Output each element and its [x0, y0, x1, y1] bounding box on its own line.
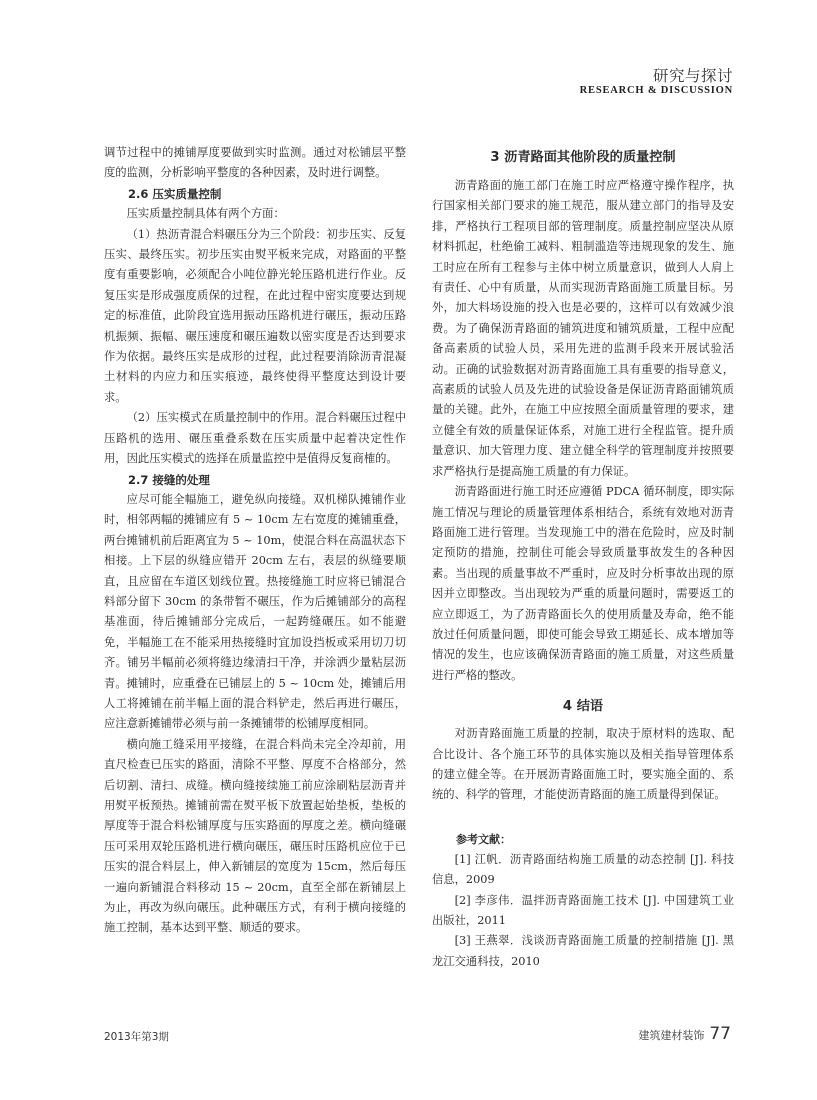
reference-item: [1] 江帆．沥青路面结构施工质量的动态控制 [J]. 科技信息，2009 — [432, 852, 734, 887]
magazine-name: 建筑建材装饰 — [638, 1029, 705, 1042]
issue-label: 2013年第3期 — [104, 1031, 169, 1043]
heading-3: 3 沥青路面其他阶段的质量控制 — [490, 150, 676, 165]
paragraph-2-6-2: （2）压实模式在质量控制中的作用。混合料碾压过程中压路机的选用、碾压重叠系数在压实质量中起着决定性作用，因此压实模式的选择在质量监控中是值得反复商榷的。 — [104, 411, 406, 466]
section-title-en: RESEARCH & DISCUSSION — [579, 85, 733, 96]
section-title-cn: 研究与探讨 — [652, 67, 733, 85]
heading-2-6: 2.6 压实质量控制 — [128, 186, 222, 201]
reference-item: [3] 王燕翠．浅谈沥青路面施工质量的控制措施 [J]. 黑龙江交通科技，2010 — [432, 934, 734, 968]
references-title: 参考文献： — [456, 832, 511, 846]
paragraph-4: 对沥青路面施工质量的控制，取决于原材料的选取、配合比设计、各个施工环节的具体实施以及相关指导管理体系的建立健全等。在开展沥青路面施工时，要实施全面的、系统的、科学的管理，才能使沥青路面的施工质量得到保证。 — [432, 727, 734, 802]
heading-4: 4 结语 — [562, 699, 604, 715]
right-column — [432, 143, 734, 972]
intro-paragraph: 调节过程中的摊铺厚度要做到实时监测。通过对松铺层平整度的监测，分析影响平整度的各种因素，及时进行调整。 — [104, 146, 406, 180]
paragraph-2-7-1: 应尽可能全幅施工，避免纵向接缝。双机梯队摊铺作业时，相邻两幅的摊铺应有 5 ~ 10cm 左右宽度的摊铺重叠，两台摊铺机前后距离宜为 5 ~ 10m，使混合料在高温状态下相接。上下层的纵缝应错开 20cm 左右，表层的纵缝要顺直，且应留在车道区划线位置。热接缝施工时应将已铺混合料部分留下 30cm 的条带暂不碾压，作为后摊铺部分的高程基准面，待后摊铺部分完成后，一起跨缝碾压。如不能避免，半幅施工在不能采用热接缝时宜加设挡板或采用切刀切齐。铺另半幅前必须将缝边缘清扫干净，并涂洒少量粘层沥青。摊铺时，应重叠在已铺层上的 5 ~ 10cm 处，摊铺后用人工将摊铺在前半幅上面的混合料铲走，然后再进行碾压，应注意新摊铺带必须与前一条摊铺带的松铺厚度相同。 — [104, 492, 406, 731]
page-number: 77 — [709, 1024, 731, 1044]
paragraph-2-6-1: （1）热沥青混合料碾压分为三个阶段：初步压实、反复压实、最终压实。初步压实由熨平板来完成，对路面的平整度有重要影响，必须配合小吨位静光轮压路机进行作业。反复压实是形成强度质保的过程，在此过程中密实度要达到规定的标准值，此阶段宜选用振动压路机进行碾压，振动压路机振频、振幅、碾压速度和碾压遍数以密实度是否达到要求作为依据。最终压实是成形的过程，此过程要消除沥青混凝土材料的内应力和压实痕迹，最终使得平整度达到设计要求。 — [104, 227, 406, 404]
paragraph-3-1: 沥青路面的施工部门在施工时应严格遵守操作程序，执行国家相关部门要求的施工规范，服从建立部门的指导及安排，严格执行工程项目部的管理制度。质量控制应坚决从原材料抓起，杜绝偷工减料、粗制滥造等违规现象的发生、施工时应在所有工程参与主体中树立质量意识，做到人人肩上有责任、心中有质量，从而实现沥青路面施工质量目标。另外，加大料场设施的投入也是必要的，这样可以有效减少浪费。为了确保沥青路面的铺筑进度和铺筑质量，工程中应配备高素质的试验人员，采用先进的监测手段来开展试验活动。正确的试验数据对沥青路面施工具有重要的指导意义，高素质的试验人员及先进的试验设备是保证沥青路面铺筑质量的关键。此外，在施工中应按照全面质量管理的要求，建立健全有效的质量保证体系，对施工进行全程监管。提升质量意识、加大管理力度、建立健全科学的管理制度并按照要求严格执行是提高施工质量的有力保证。 — [432, 179, 734, 478]
page-footer — [638, 1024, 731, 1044]
paragraph-2-6-lead: 压实质量控制具体有两个方面： — [126, 207, 285, 221]
paragraph-2-7-2: 横向施工缝采用平接缝，在混合料尚未完全冷却前，用直尺检查已压实的路面，清除不平整、厚度不合格部分，然后切割、清扫、成缝。横向缝接续施工前应涂刷粘层沥青并用熨平板预热。摊铺前需在熨平板下放置起始垫板，垫板的厚度等于混合料松铺厚度与压实路面的厚度之差。横向缝碾压可采用双轮压路机进行横向碾压，碾压时压路机应位于已压实的混合料层上，伸入新铺层的宽度为 15cm，然后每压一遍向新铺混合料移动 15 ~ 20cm，直至全部在新铺层上为止，再改为纵向碾压。此种碾压方式，有利于横向接缝的施工控制，基本达到平整、顺适的要求。 — [104, 737, 406, 935]
reference-item: [2] 李彦伟．温拌沥青路面施工技术 [J]. 中国建筑工业出版社，2011 — [432, 893, 734, 927]
heading-2-7: 2.7 接缝的处理 — [128, 472, 210, 487]
paragraph-3-2: 沥青路面进行施工时还应遵循 PDCA 循环制度，即实际施工情况与理论的质量管理体系相结合，系统有效地对沥青路面施工进行管理。当发现施工中的潜在危险时，应及时制定预防的措施，控制住可能会导致质量事故发生的各种因素。当出现的质量事故不严重时，应及时分析事故出现的原因并立即整改。当出现较为严重的质量问题时，需要返工的应立即返工，为了沥青路面长久的使用质量及寿命，绝不能放过任何质量问题，即使可能会导致工期延长、成本增加等情况的发生，也应该确保沥青路面的施工质量，对这些质量进行严格的整改。 — [432, 485, 734, 682]
left-column — [104, 143, 406, 939]
